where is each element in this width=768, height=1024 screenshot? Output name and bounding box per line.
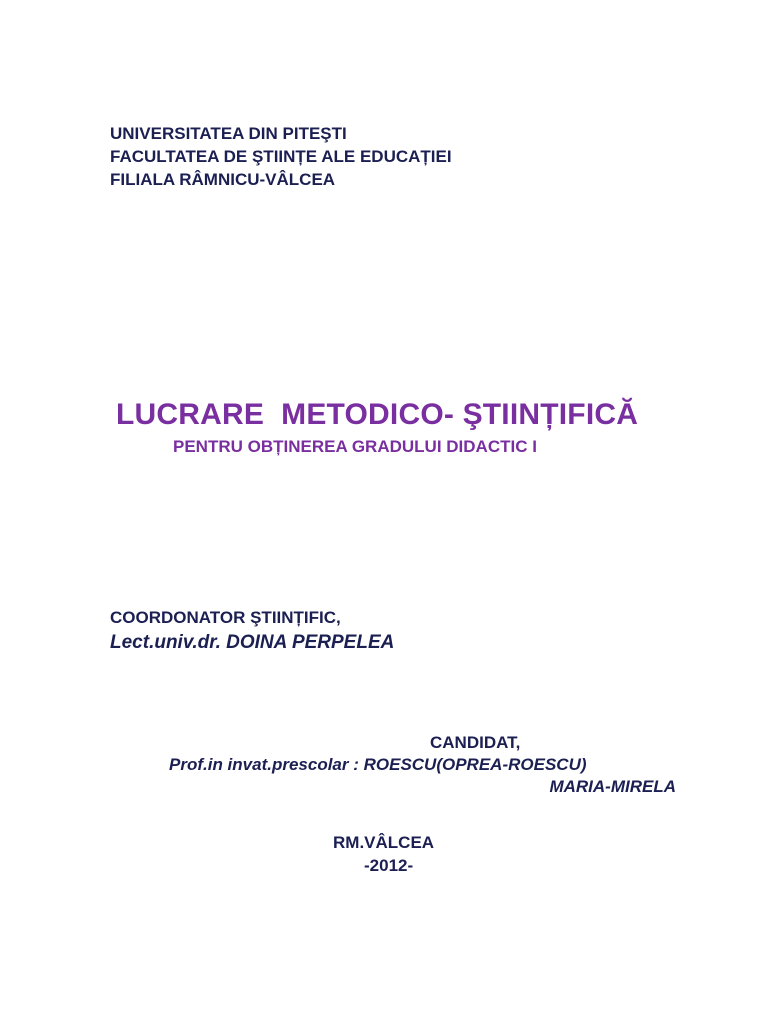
candidate-name-line2: MARIA-MIRELA xyxy=(549,777,676,796)
candidate-name-line1: Prof.in invat.prescolar : ROESCU(OPREA-ROESCU) xyxy=(169,755,587,774)
document-subtitle: PENTRU OBȚINEREA GRADULUI DIDACTIC I xyxy=(173,437,537,456)
institution-header xyxy=(110,122,452,191)
coordinator-label: COORDONATOR ŞTIINȚIFIC, xyxy=(110,608,341,627)
university-name: UNIVERSITATEA DIN PITEŞTI xyxy=(110,124,347,143)
year: -2012- xyxy=(364,856,414,875)
document-title: LUCRARE METODICO- ŞTIINȚIFICĂ xyxy=(116,398,639,431)
candidate-label: CANDIDAT, xyxy=(430,733,521,752)
faculty-name: FACULTATEA DE ŞTIINȚE ALE EDUCAȚIEI xyxy=(110,147,452,166)
place-name: RM.VÂLCEA xyxy=(333,833,435,852)
coordinator-name: Lect.univ.dr. DOINA PERPELEA xyxy=(110,632,395,653)
branch-name: FILIALA RÂMNICU-VÂLCEA xyxy=(110,170,336,189)
